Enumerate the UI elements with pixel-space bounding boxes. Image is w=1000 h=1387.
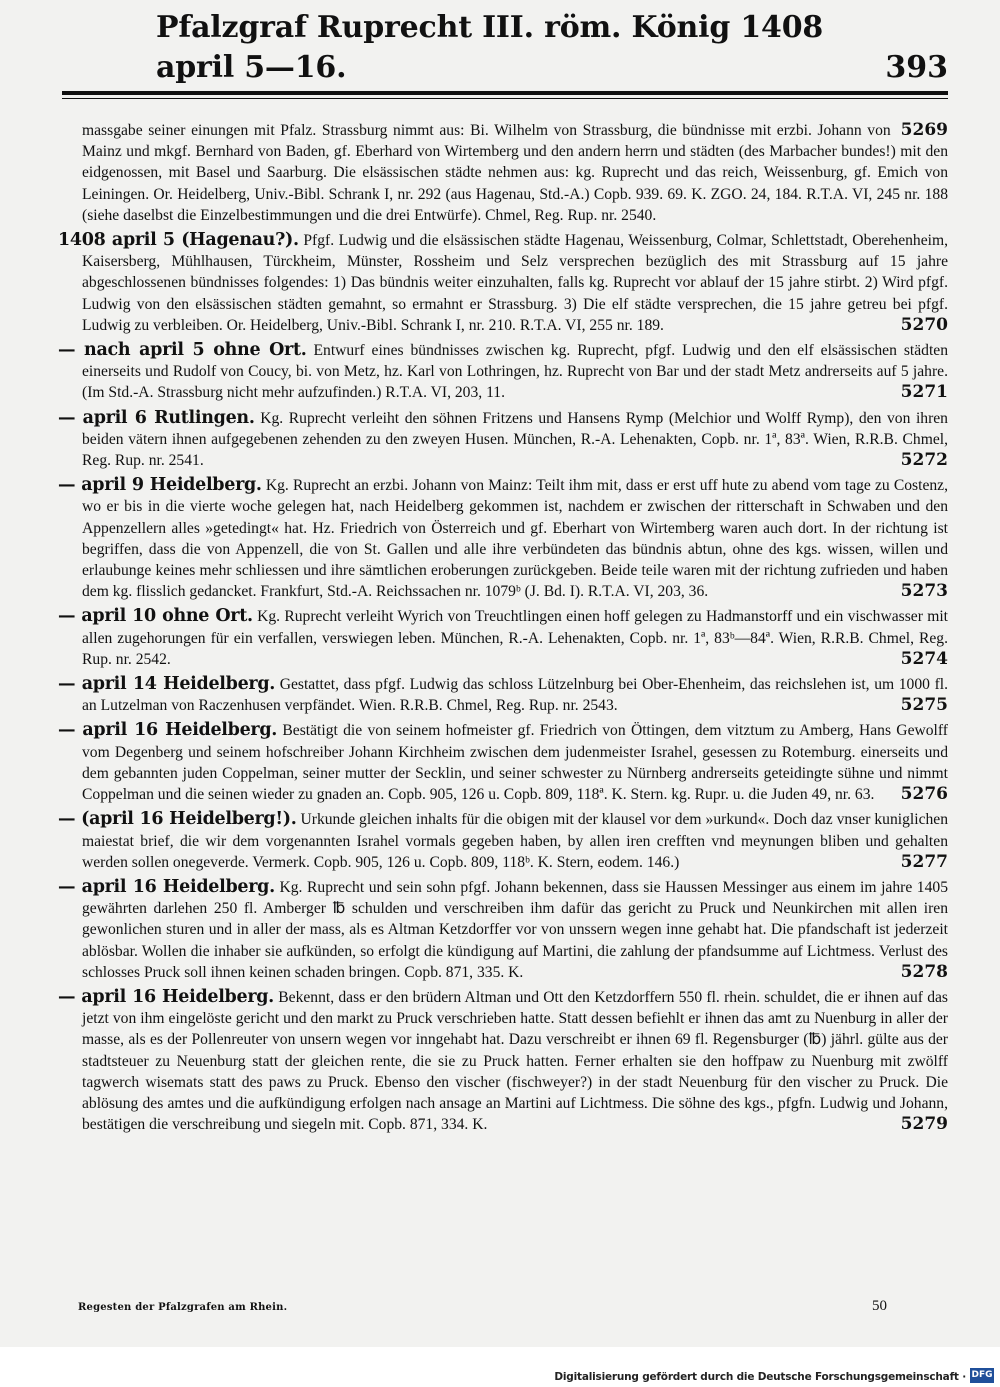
regest-text: massgabe seiner einungen mit Pfalz. Strassburg nimmt aus: Bi. Wilhelm von Strassburg, die bündnisse mit erzbi. Johann von Mainz und mkgf. Bernhard von Baden, gf. Eberhard von Wirtemberg und den andern herrn und städten (des Marbacher bundes!) mit den eidgenossen, mit Basel und Saarburg. Die elsässischen städte nehmen aus: kg. Ruprecht und das reich, Weissenburg, gf. Emich von Leiningen. Or. Heidelberg, Univ.-Bibl. Schrank I, nr. 292 (aus Hagenau, Std.-A.) Copb. 939. 69. K. ZGO. 24, 184. R.T.A. VI, 245 nr. 188 (siehe daselbst die Einzelbestimmungen und die drei Entwürfe). Chmel, Reg. Rup. nr. 2540. — [82, 122, 948, 224]
regest-entry-5272 — [58, 408, 948, 472]
regest-entry-5276 — [58, 720, 948, 805]
regest-entry-5270 — [58, 230, 948, 336]
regest-number: 5273 — [900, 581, 948, 602]
regest-number: 5270 — [900, 314, 948, 335]
regest-date: — april 14 Heidelberg. — [58, 674, 276, 695]
regest-number: 5272 — [900, 450, 948, 471]
regest-text: Entwurf eines bündnisses zwischen kg. Ruprecht, pfgf. Ludwig und den elf elsässischen städten einerseits und Rudolf von Coucy, bi. von Metz, hz. Karl von Lothringen, hz. Ruprecht von Bar und der stadt Metz andrerseits auf 5 jahre. (Im Std.-A. Strassburg nicht mehr aufzufinden.) R.T.A. VI, 203, 11. — [82, 342, 948, 402]
regest-text: Kg. Ruprecht an erzbi. Johann von Mainz: Teilt ihm mit, dass er erst uff hute zu abend vom tage zu Costenz, wo er bis in die vierte woche gelegen hat, nach Heidelberg gekommen ist, nachdem er zwischen der ritterschaft in Schwaben und den Appenzellern alles »getedingt« hat. Hz. Friedrich von Österreich und gf. Eberhart von Wirtemberg waren auch dort. In der richtung ist begriffen, dass die von Appenzell, die von St. Gallen und alle ihre verbündeten das bündnis abtun, ohne des kgs. wissen, willen und erlaubunge keines mehr schliessen und ihre sämtlichen eroberungen zurückgeben. Beide teile waren mit der richtung zufrieden und haben dem kg. flisslich gedancket. Frankfurt, Std.-A. Reichssachen nr. 1079ᵇ (J. Bd. I). R.T.A. VI, 203, 36. — [82, 477, 948, 601]
regest-date: 1408 april 5 (Hagenau?). — [58, 230, 299, 251]
regest-entry-5273 — [58, 475, 948, 602]
regest-text: Gestattet, dass pfgf. Ludwig das schloss Lützelnburg bei Ober-Ehenheim, das reichslehen ist, um 1000 fl. an Lutzelman von Raczenhusen verpfändet. Wien. R.R.B. Chmel, Reg. Rup. nr. 2543. — [82, 676, 948, 715]
regest-text: Bekennt, dass er den brüdern Altman und Ott den Ketzdorffern 550 fl. rhein. schuldet, die er ihnen auf das jetzt von ihm eingelöste gericht und den markt zu Pruck verschrieben hatte. Statt dessen befiehlt er ihnen das amt zu Nuenburg in aller der masse, als es der Pollenreuter von unsern wegen vor inngehabt hat. Dazu verschreibt er ihnen 69 fl. Regensburger (℔) jährl. gülte aus der stadtsteuer zu Neuenburg statt der gleichen rente, die sie zu Pruck hatten. Ferner erhalten sie den hoffpaw zu Nuenburg mit zwölff tagwerch wisemats statt des paws zu Pruck. Ebenso den vischer (fischweyer?) in der stadt Neuenburg für den vischer zu Pruck. Die ablösung des amtes und die aufkündigung erfolgen nach ansage an Martini auf Lichtmess. Die söhne des kgs., pfgfn. Ludwig und Johann, bestätigen die verschreibung und siegeln mit. Copb. 871, 334. K. — [82, 988, 948, 1134]
regest-entry-5279 — [58, 987, 948, 1135]
regest-date: — april 10 ohne Ort. — [58, 606, 253, 627]
header-rule-thin — [62, 98, 948, 99]
page-number: 393 — [885, 50, 948, 85]
regest-text: Urkunde gleichen inhalts für die obigen mit der klausel vor dem »urkund«. Doch daz vnser kuniglichen maiestat brief, die wir dem vorgenannten Israhel vormals gegeben haben, by allen iren crefften vnd meynungen bliben und gehalten werden sollen onegeverde. Vermerk. Copb. 905, 126 u. Copb. 809, 118ᵇ. K. Stern, eodem. 146.) — [82, 811, 948, 871]
regest-date: — april 16 Heidelberg. — [58, 986, 274, 1007]
regest-number: 5271 — [900, 382, 948, 403]
regest-entry-5277 — [58, 809, 948, 873]
regest-text: Bestätigt die von seinem hofmeister gf. Friedrich von Öttingen, dem vitztum zu Amberg, Hans Gewolff vom Degenberg und seinem hofschreiber Johann Kirchheim zwischen dem judenmeister Israhel, gesessen zu Rotemburg. einerseits und dem gebannten juden Coppelman, seiner mutter der Secklin, und seiner schwester zu Nürnberg andrerseits geteidingte sühne und nimmt Coppelman und die seinen wieder zu gnaden an. Copb. 905, 126 u. Copb. 809, 118ª. K. Stern. kg. Rupr. u. die Juden 49, nr. 63. — [82, 722, 948, 804]
regest-entry-5269 — [58, 120, 948, 226]
regest-number: 5279 — [900, 1114, 948, 1135]
regest-number: 5277 — [900, 851, 948, 872]
running-title: Pfalzgraf Ruprecht III. röm. König 1408 april 5—16. — [156, 10, 824, 85]
regest-list — [58, 120, 948, 1139]
regest-date: — (april 16 Heidelberg!). — [58, 809, 297, 830]
regest-text: Kg. Ruprecht und sein sohn pfgf. Johann bekennen, dass sie Haussen Messinger aus einem im jahre 1405 gewährten darlehen 250 fl. Amberger ℔ schulden und verschreiben ihm dafür das gericht zu Pruck und Neunkirchen mit allen iren gewonlichen sturen und in aller der mass, als es Altman Ketzdorffer vor von unssern wegen inne gehabt hat. Die pfandschaft ist jederzeit ablösbar. Wollen die inhaber sie aufkünden, so erfolgt die kündigung auf Martini, die zahlung der pfandsumme auf Lichtmess. Verlust des schlosses Pruck soll ihnen keinen schaden bringen. Copb. 871, 335. K. — [82, 878, 948, 981]
regest-entry-5278 — [58, 877, 948, 983]
regest-entry-5274 — [58, 606, 948, 670]
regest-text: Kg. Ruprecht verleiht Wyrich von Treuchtlingen einen hoff gelegen zu Hadmanstorff und ein vischwasser mit allen zugehorungen für ein verfallen, verswiegen leben. München, R.-A. Lehenakten, Copb. nr. 1ª, 83ᵇ—84ª. Wien, R.R.B. Chmel, Reg. Rup. nr. 2542. — [82, 608, 948, 668]
dfg-logo-icon: DFG — [970, 1368, 994, 1383]
regest-date: — april 6 Rutlingen. — [58, 407, 255, 428]
regest-entry-5275 — [58, 674, 948, 716]
regest-number: 5274 — [900, 648, 948, 669]
regest-number: 5269 — [900, 120, 948, 140]
page-header — [60, 10, 948, 88]
footer-series-title: Regesten der Pfalzgrafen am Rhein. — [78, 1302, 288, 1313]
regest-text: Kg. Ruprecht verleiht den söhnen Fritzens und Hansens Rymp (Melchior und Wolff Rymp), den von ihren beiden vätern ihnen aufgegebenen zehenden zu den zweyen Husen. München, R.-A. Lehenakten, Copb. nr. 1ª, 83ª. Wien, R.R.B. Chmel, Reg. Rup. nr. 2541. — [82, 409, 948, 470]
footer-signature: 50 — [872, 1298, 887, 1314]
regest-entry-5271 — [58, 340, 948, 404]
regest-number: 5275 — [900, 695, 948, 716]
regest-date: — april 16 Heidelberg. — [58, 720, 278, 741]
regest-text: Pfgf. Ludwig und die elsässischen städte Hagenau, Weissenburg, Colmar, Schlettstadt, Oberehenheim, Kaisersberg, Mühlhausen, Türckheim, Münster, Rossheim und Selz versprechen bezüglich des mit Strassburg auf 15 jahre abgeschlossenen bündnisses folgendes: 1) Das bündnis weiter einzuhalten, falls kg. Ruprecht vor ablauf der 15 jahre stirbt. 2) Wird pfgf. Ludwig von den elsässischen städten gemahnt, so ermahnt er Strassburg. 3) Die elf städte versprechen, die 15 jahre getreu bei pfgf. Ludwig zu verbleiben. Or. Heidelberg, Univ.-Bibl. Schrank I, nr. 210. R.T.A. VI, 255 nr. 189. — [82, 232, 948, 334]
regest-date: — april 16 Heidelberg. — [58, 876, 275, 897]
regest-date: — nach april 5 ohne Ort. — [58, 340, 307, 361]
regest-number: 5276 — [900, 784, 948, 805]
regest-number: 5278 — [900, 961, 948, 982]
regest-date: — april 9 Heidelberg. — [58, 475, 262, 496]
header-rule-thick — [62, 91, 948, 95]
funding-text: Digitalisierung gefördert durch die Deutsche Forschungsgemeinschaft · — [554, 1371, 966, 1383]
